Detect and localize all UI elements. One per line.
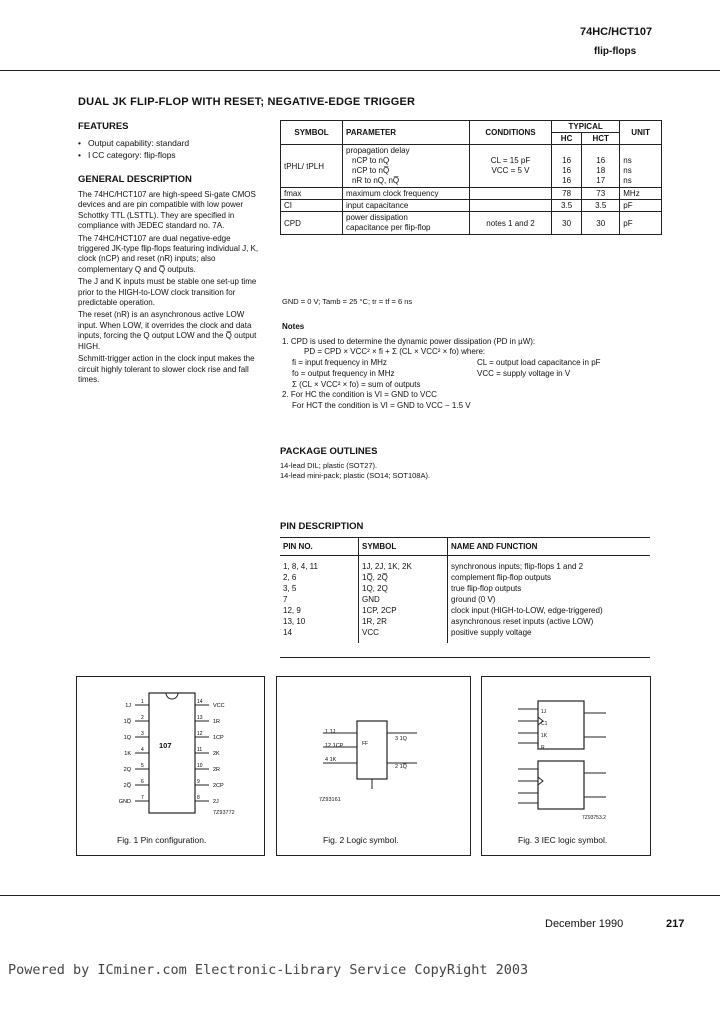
- table-row: [281, 188, 662, 200]
- hc-cell: 78: [552, 188, 582, 200]
- pin-number: 11: [197, 747, 203, 753]
- col-typical: TYPICAL: [552, 121, 620, 133]
- paragraph: The 74HC/HCT107 are high-speed Si-gate CMOS devices and are pin compatible with low power Schottky TTL (LSTTL). They are specified in compliance with JEDEC standard no. 7A.: [78, 190, 256, 231]
- chip-label: 107: [159, 741, 172, 750]
- general-description: [78, 190, 263, 385]
- figure-2: [276, 676, 471, 856]
- pin-name: 1J: [125, 703, 131, 709]
- copyright-banner: Powered by ICminer.com Electronic-Library Service CopyRight 2003: [8, 962, 529, 978]
- pin-number: 4: [141, 747, 144, 753]
- pin-description-heading: PIN DESCRIPTION: [280, 521, 364, 532]
- conditions-cell: notes 1 and 2: [470, 212, 552, 235]
- parameter-cell: input capacitance: [343, 200, 470, 212]
- footer-date: December 1990: [545, 918, 624, 930]
- note-line: 1. CPD is used to determine the dynamic power dissipation (PD in µW):: [282, 336, 536, 346]
- pin-table: [280, 538, 650, 643]
- note-line: PD = CPD × VCC² × fi + Σ (CL × VCC² × fo) where:: [304, 347, 486, 356]
- note-line: fi = input frequency in MHz: [292, 357, 387, 367]
- feature-item: • Output capability: standard: [78, 137, 263, 149]
- unit-cell: ns ns ns: [620, 145, 662, 188]
- col-symbol: SYMBOL: [359, 538, 448, 556]
- table-row: 1, 8, 4, 11 1J, 2J, 1K, 2K synchronous inputs; flip-flops 1 and 2: [280, 556, 650, 573]
- features-heading: FEATURES: [78, 121, 129, 132]
- pin-label: 4 1K: [325, 757, 337, 763]
- pin-name: 2K: [213, 751, 220, 757]
- spec-footnote: GND = 0 V; Tamb = 25 °C; tr = tf = 6 ns: [282, 297, 413, 306]
- symbol-cell: fmax: [281, 188, 343, 200]
- pin-name: 2J: [213, 799, 219, 805]
- pin-number: 9: [197, 779, 200, 785]
- unit-cell: pF: [620, 200, 662, 212]
- ff-label: FF: [362, 741, 369, 747]
- paragraph: The reset (nR) is an asynchronous active LOW input. When LOW, it overrides the clock and data inputs, forcing the Q output LOW and the Q̅ output HIGH.: [78, 310, 257, 351]
- pin-name: 1CP: [213, 735, 224, 741]
- hc-cell: 16 16 16: [552, 145, 582, 188]
- figure-caption: Fig. 1 Pin configuration.: [117, 835, 207, 845]
- pin-name: 2CP: [213, 783, 224, 789]
- parameter-cell: propagation delay nCP to nQ nCP to nQ̅ nR to nQ, nQ̅: [343, 145, 470, 188]
- pin-number: 12: [197, 731, 203, 737]
- conditions-cell: [470, 188, 552, 200]
- pin-number: 8: [197, 795, 200, 801]
- unit-cell: MHz: [620, 188, 662, 200]
- table-row: [281, 145, 662, 188]
- pin-name: 2Q̅: [123, 783, 131, 789]
- col-conditions: CONDITIONS: [470, 121, 552, 145]
- pin-number: 1: [141, 699, 144, 705]
- table-row: 2, 6 1Q̅, 2Q̅ complement flip-flop outputs: [280, 572, 650, 583]
- unit-cell: pF: [620, 212, 662, 235]
- conditions-cell: CL = 15 pF VCC = 5 V: [470, 145, 552, 188]
- note-line: 2. For HC the condition is VI = GND to VCC: [282, 390, 437, 399]
- figure-caption: Fig. 3 IEC logic symbol.: [518, 835, 608, 845]
- hct-cell: 16 18 17: [582, 145, 620, 188]
- pin-name: 2R: [213, 767, 221, 773]
- col-unit: UNIT: [620, 121, 662, 145]
- pin-label: 12 1CP: [325, 743, 344, 749]
- table-row: 3, 5 1Q, 2Q true flip-flop outputs: [280, 583, 650, 594]
- table-row: 13, 10 1R, 2R asynchronous reset inputs (active LOW): [280, 616, 650, 627]
- figure-3: [481, 676, 651, 856]
- col-hc: HC: [552, 133, 582, 145]
- pin-number: 13: [197, 715, 203, 721]
- iec-label: C1: [541, 721, 548, 727]
- package-line: 14-lead DIL; plastic (SOT27).: [280, 461, 378, 470]
- package-outlines: [280, 446, 430, 481]
- iec-label: 1K: [541, 733, 548, 739]
- pin-label: 1 1J: [325, 729, 336, 735]
- pin-name: VCC: [213, 703, 225, 709]
- note-line: VCC = supply voltage in V: [477, 368, 571, 378]
- symbol-cell: tPHL/ tPLH: [281, 145, 343, 188]
- notes-heading: Notes: [282, 322, 305, 331]
- hct-cell: 30: [582, 212, 620, 235]
- pin-name: GND: [118, 799, 131, 805]
- col-parameter: PARAMETER: [343, 121, 470, 145]
- col-pin-no: PIN NO.: [280, 538, 359, 556]
- pin-name: 1R: [213, 719, 221, 725]
- figure-code: 7Z93772: [213, 810, 235, 816]
- pin-number: 6: [141, 779, 144, 785]
- figure-code: 7Z93753.2: [582, 815, 606, 821]
- pin-name: 2Q: [123, 767, 131, 773]
- symbol-cell: CPD: [281, 212, 343, 235]
- paragraph: Schmitt-trigger action in the clock input makes the circuit highly tolerant to slower clock rise and fall times.: [78, 354, 255, 384]
- note-line: Σ (CL × VCC² × fo) = sum of outputs: [292, 379, 421, 389]
- part-category: flip-flops: [594, 46, 637, 57]
- page-number: 217: [666, 918, 685, 930]
- col-function: NAME AND FUNCTION: [448, 538, 651, 556]
- iec-label: R: [541, 745, 545, 751]
- pin-number: 2: [141, 715, 144, 721]
- parameter-cell: maximum clock frequency: [343, 188, 470, 200]
- pin-number: 10: [197, 763, 203, 769]
- table-row: 14 VCC positive supply voltage: [280, 627, 650, 643]
- iec-logic-symbol-diagram: [482, 677, 650, 817]
- pin-number: 3: [141, 731, 144, 737]
- page-title: DUAL JK FLIP-FLOP WITH RESET; NEGATIVE-EDGE TRIGGER: [78, 96, 416, 108]
- spec-table: [280, 120, 662, 235]
- figure-code: 7Z93161: [319, 797, 341, 803]
- symbol-cell: CI: [281, 200, 343, 212]
- note-line: fo = output frequency in MHz: [292, 368, 395, 378]
- hc-cell: 3.5: [552, 200, 582, 212]
- pin-name: 1Q: [123, 735, 131, 741]
- hct-cell: 3.5: [582, 200, 620, 212]
- table-row: [281, 200, 662, 212]
- table-row: 7 GND ground (0 V): [280, 594, 650, 605]
- note-line: For HCT the condition is VI = GND to VCC − 1.5 V: [292, 400, 471, 410]
- feature-item: • I CC category: flip-flops: [78, 149, 263, 161]
- pin-label: 2 1Q̅: [395, 764, 407, 770]
- col-hct: HCT: [582, 133, 620, 145]
- package-heading: PACKAGE OUTLINES: [280, 446, 378, 457]
- iec-label: 1J: [541, 709, 547, 715]
- left-column: [78, 121, 263, 387]
- figure-caption: Fig. 2 Logic symbol.: [323, 835, 399, 845]
- pin-label: 3 1Q: [395, 736, 407, 742]
- pin-name: 1K: [124, 751, 131, 757]
- pin-number: 5: [141, 763, 144, 769]
- features-list: [78, 137, 263, 161]
- package-line: 14-lead mini-pack; plastic (SO14; SOT108A).: [280, 471, 431, 480]
- parameter-cell: power dissipation capacitance per flip-flop: [343, 212, 470, 235]
- table-row: 12, 9 1CP, 2CP clock input (HIGH-to-LOW, edge-triggered): [280, 605, 650, 616]
- note-line: CL = output load capacitance in pF: [477, 357, 601, 367]
- hc-cell: 30: [552, 212, 582, 235]
- part-number: 74HC/HCT107: [580, 26, 653, 38]
- notes: [282, 322, 672, 411]
- logic-symbol-diagram: [277, 677, 470, 807]
- conditions-cell: [470, 200, 552, 212]
- figure-1: [76, 676, 265, 856]
- pin-number: 7: [141, 795, 144, 801]
- hct-cell: 73: [582, 188, 620, 200]
- paragraph: The 74HC/HCT107 are dual negative-edge triggered JK-type flip-flops featuring individual J, K, clock (nCP) and reset (nR) inputs; also complementary Q and Q̅ outputs.: [78, 233, 259, 274]
- pin-name: 1Q̅: [123, 719, 131, 725]
- table-row: [281, 212, 662, 235]
- paragraph: The J and K inputs must be stable one set-up time prior to the HIGH-to-LOW clock transition for predictable operation.: [78, 277, 257, 308]
- footer-rule: [0, 895, 720, 896]
- pin-configuration-diagram: [77, 677, 264, 827]
- general-heading: GENERAL DESCRIPTION: [78, 174, 192, 185]
- col-symbol: SYMBOL: [281, 121, 343, 145]
- pin-number: 14: [197, 699, 203, 705]
- header-rule: [0, 70, 720, 71]
